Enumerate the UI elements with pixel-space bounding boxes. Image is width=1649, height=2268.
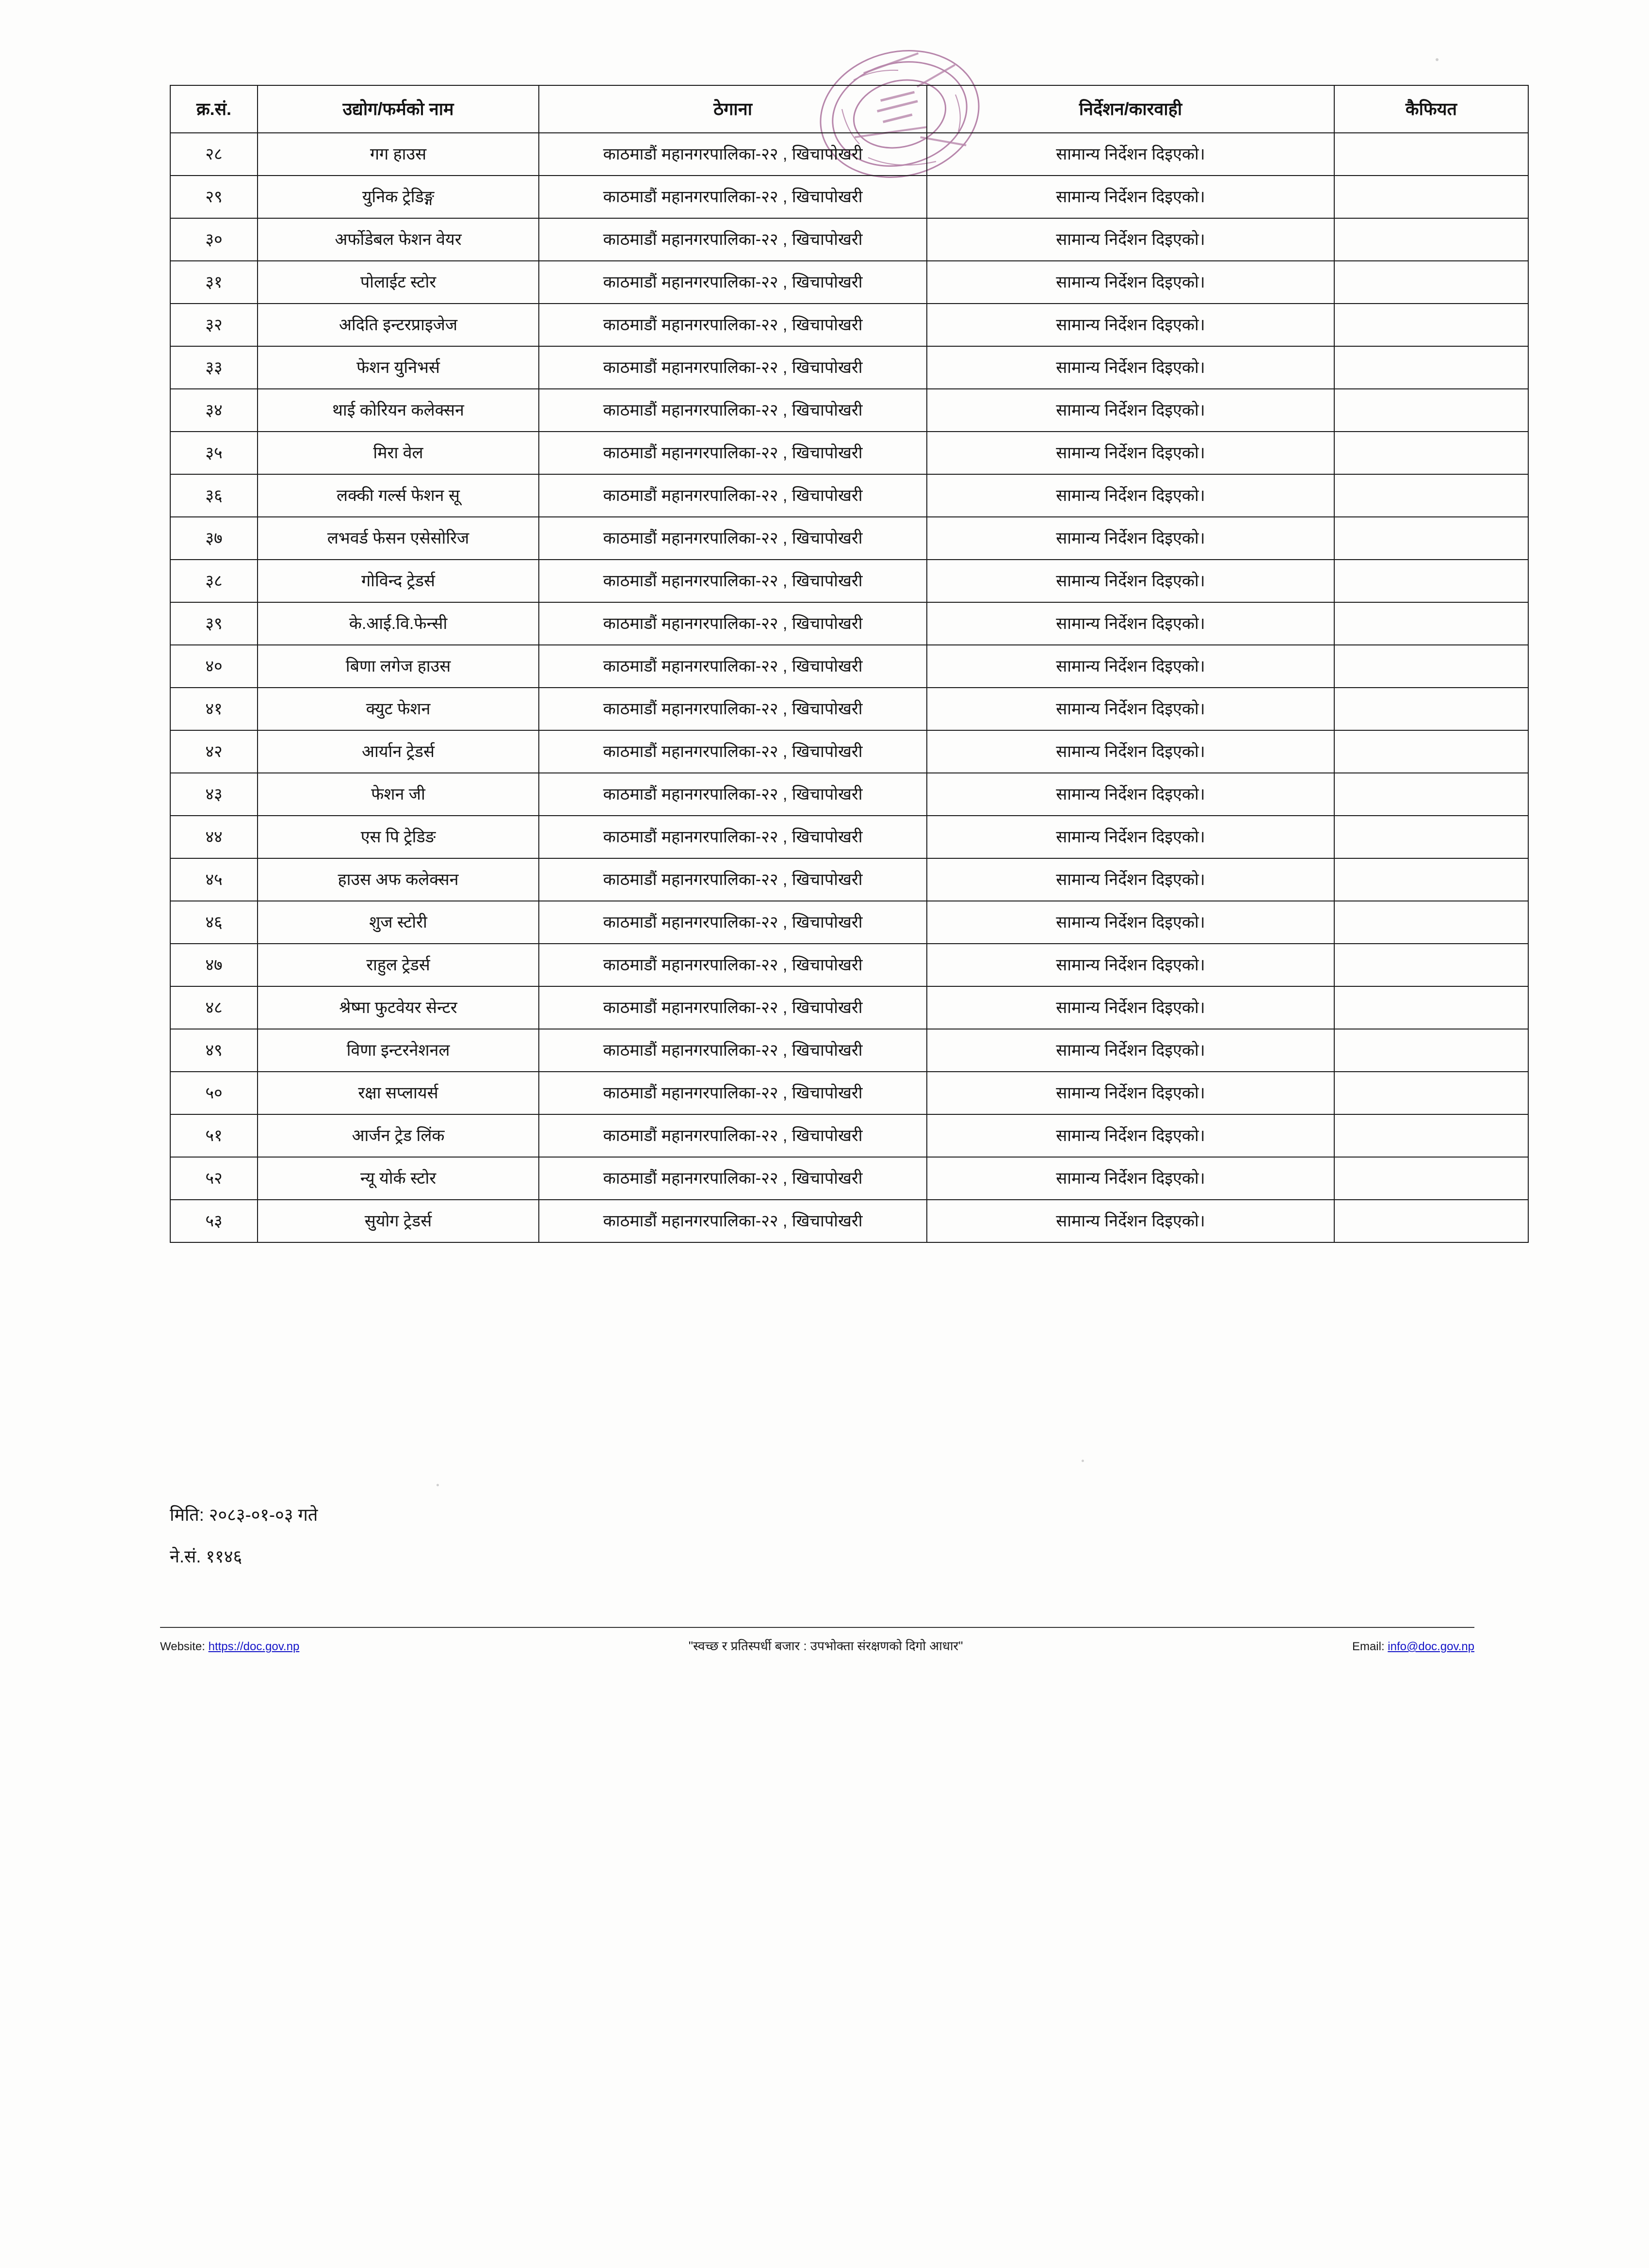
cell-remark <box>1334 1072 1528 1114</box>
cell-remark <box>1334 261 1528 304</box>
cell-serial-number: ३० <box>170 218 258 261</box>
cell-serial-number: ४९ <box>170 1029 258 1072</box>
cell-address: काठमाडौं महानगरपालिका-२२ , खिचापोखरी <box>539 730 927 773</box>
cell-serial-number: २८ <box>170 133 258 176</box>
date-line: मिति: २०८३-०१-०३ गते <box>170 1505 318 1525</box>
website-label: Website: <box>160 1640 205 1653</box>
cell-address: काठमाडौं महानगरपालिका-२२ , खिचापोखरी <box>539 304 927 346</box>
table-row <box>170 730 1528 773</box>
cell-remark <box>1334 688 1528 730</box>
cell-firm-name: थाई कोरियन कलेक्सन <box>258 389 539 432</box>
cell-action: सामान्य निर्देशन दिइएको। <box>927 304 1334 346</box>
table-row <box>170 346 1528 389</box>
cell-firm-name: अदिति इन्टरप्राइजेज <box>258 304 539 346</box>
cell-serial-number: ३१ <box>170 261 258 304</box>
cell-remark <box>1334 1029 1528 1072</box>
cell-remark <box>1334 474 1528 517</box>
table-row <box>170 1029 1528 1072</box>
cell-serial-number: ४४ <box>170 816 258 858</box>
cell-firm-name: फेशन जी <box>258 773 539 816</box>
table-row <box>170 1072 1528 1114</box>
cell-serial-number: ४७ <box>170 944 258 986</box>
cell-firm-name: गोविन्द ट्रेडर्स <box>258 560 539 602</box>
cell-address: काठमाडौं महानगरपालिका-२२ , खिचापोखरी <box>539 645 927 688</box>
cell-remark <box>1334 560 1528 602</box>
cell-firm-name: मिरा वेल <box>258 432 539 474</box>
nepal-sambat-line: ने.सं. ११४६ <box>170 1546 242 1567</box>
cell-action: सामान्य निर्देशन दिइएको। <box>927 602 1334 645</box>
cell-serial-number: ४८ <box>170 986 258 1029</box>
cell-address: काठमाडौं महानगरपालिका-२२ , खिचापोखरी <box>539 816 927 858</box>
cell-serial-number: ५३ <box>170 1200 258 1242</box>
table-row <box>170 1157 1528 1200</box>
table-row <box>170 944 1528 986</box>
cell-remark <box>1334 389 1528 432</box>
cell-serial-number: ३६ <box>170 474 258 517</box>
cell-firm-name: गग हाउस <box>258 133 539 176</box>
table-body <box>170 133 1528 1242</box>
footer-email <box>1352 1640 1474 1654</box>
cell-serial-number: ४१ <box>170 688 258 730</box>
cell-serial-number: ३४ <box>170 389 258 432</box>
cell-remark <box>1334 816 1528 858</box>
document-meta <box>170 1498 318 1582</box>
cell-firm-name: क्युट फेशन <box>258 688 539 730</box>
cell-serial-number: ४२ <box>170 730 258 773</box>
cell-action: सामान्य निर्देशन दिइएको। <box>927 261 1334 304</box>
cell-address: काठमाडौं महानगरपालिका-२२ , खिचापोखरी <box>539 389 927 432</box>
cell-firm-name: अर्फोडेबल फेशन वेयर <box>258 218 539 261</box>
column-header-remark: कैफियत <box>1334 85 1528 133</box>
cell-serial-number: ३८ <box>170 560 258 602</box>
column-header-firm-name: उद्योग/फर्मको नाम <box>258 85 539 133</box>
cell-serial-number: ५२ <box>170 1157 258 1200</box>
cell-address: काठमाडौं महानगरपालिका-२२ , खिचापोखरी <box>539 261 927 304</box>
cell-serial-number: ३७ <box>170 517 258 560</box>
table-row <box>170 773 1528 816</box>
cell-action: सामान्य निर्देशन दिइएको। <box>927 389 1334 432</box>
table-row <box>170 517 1528 560</box>
cell-serial-number: ३३ <box>170 346 258 389</box>
cell-firm-name: के.आई.वि.फेन्सी <box>258 602 539 645</box>
cell-serial-number: ४० <box>170 645 258 688</box>
cell-address: काठमाडौं महानगरपालिका-२२ , खिचापोखरी <box>539 176 927 218</box>
cell-remark <box>1334 1200 1528 1242</box>
table-row <box>170 474 1528 517</box>
cell-remark <box>1334 645 1528 688</box>
cell-remark <box>1334 1114 1528 1157</box>
cell-address: काठमाडौं महानगरपालिका-२२ , खिचापोखरी <box>539 602 927 645</box>
cell-action: सामान्य निर्देशन दिइएको। <box>927 1072 1334 1114</box>
cell-firm-name: रक्षा सप्लायर्स <box>258 1072 539 1114</box>
cell-remark <box>1334 304 1528 346</box>
footer-website <box>160 1640 299 1654</box>
email-label: Email: <box>1352 1640 1385 1653</box>
cell-action: सामान्य निर्देशन दिइएको। <box>927 346 1334 389</box>
cell-remark <box>1334 517 1528 560</box>
cell-serial-number: ५१ <box>170 1114 258 1157</box>
column-header-sn: क्र.सं. <box>170 85 258 133</box>
scan-speck <box>1436 58 1439 61</box>
cell-remark <box>1334 176 1528 218</box>
table-row <box>170 816 1528 858</box>
cell-action: सामान्य निर्देशन दिइएको। <box>927 645 1334 688</box>
footer-slogan: "स्वच्छ र प्रतिस्पर्धी बजार : उपभोक्ता संरक्षणको दिगो आधार" <box>688 1639 963 1653</box>
cell-address: काठमाडौं महानगरपालिका-२२ , खिचापोखरी <box>539 346 927 389</box>
inspection-table-container <box>170 85 1528 1243</box>
table-row <box>170 901 1528 944</box>
cell-address: काठमाडौं महानगरपालिका-२२ , खिचापोखरी <box>539 986 927 1029</box>
cell-firm-name: न्यू योर्क स्टोर <box>258 1157 539 1200</box>
cell-action: सामान्य निर्देशन दिइएको। <box>927 1029 1334 1072</box>
cell-serial-number: ४५ <box>170 858 258 901</box>
cell-firm-name: शुज स्टोरी <box>258 901 539 944</box>
table-row <box>170 133 1528 176</box>
cell-action: सामान्य निर्देशन दिइएको। <box>927 517 1334 560</box>
table-row <box>170 1114 1528 1157</box>
table-row <box>170 1200 1528 1242</box>
cell-action: सामान्य निर्देशन दिइएको। <box>927 986 1334 1029</box>
cell-firm-name: लक्की गर्ल्स फेशन सू <box>258 474 539 517</box>
cell-action: सामान्य निर्देशन दिइएको। <box>927 858 1334 901</box>
cell-firm-name: बिणा लगेज हाउस <box>258 645 539 688</box>
table-row <box>170 389 1528 432</box>
cell-address: काठमाडौं महानगरपालिका-२२ , खिचापोखरी <box>539 560 927 602</box>
cell-action: सामान्य निर्देशन दिइएको। <box>927 773 1334 816</box>
cell-remark <box>1334 773 1528 816</box>
table-row <box>170 986 1528 1029</box>
cell-address: काठमाडौं महानगरपालिका-२२ , खिचापोखरी <box>539 1114 927 1157</box>
cell-action: सामान्य निर्देशन दिइएको। <box>927 730 1334 773</box>
cell-address: काठमाडौं महानगरपालिका-२२ , खिचापोखरी <box>539 901 927 944</box>
cell-remark <box>1334 944 1528 986</box>
table-row <box>170 261 1528 304</box>
cell-action: सामान्य निर्देशन दिइएको। <box>927 1200 1334 1242</box>
table-row <box>170 176 1528 218</box>
cell-action: सामान्य निर्देशन दिइएको। <box>927 218 1334 261</box>
website-link[interactable]: https://doc.gov.np <box>208 1640 300 1653</box>
cell-address: काठमाडौं महानगरपालिका-२२ , खिचापोखरी <box>539 1157 927 1200</box>
cell-action: सामान्य निर्देशन दिइएको। <box>927 901 1334 944</box>
cell-serial-number: ४६ <box>170 901 258 944</box>
cell-address: काठमाडौं महानगरपालिका-२२ , खिचापोखरी <box>539 1029 927 1072</box>
cell-address: काठमाडौं महानगरपालिका-२२ , खिचापोखरी <box>539 944 927 986</box>
cell-remark <box>1334 432 1528 474</box>
table-row <box>170 858 1528 901</box>
cell-action: सामान्य निर्देशन दिइएको। <box>927 432 1334 474</box>
table-row <box>170 602 1528 645</box>
cell-remark <box>1334 602 1528 645</box>
cell-firm-name: आर्जन ट्रेड लिंक <box>258 1114 539 1157</box>
table-row <box>170 645 1528 688</box>
cell-firm-name: सुयोग ट्रेडर्स <box>258 1200 539 1242</box>
table-row <box>170 304 1528 346</box>
page-footer <box>160 1637 1474 1654</box>
cell-action: सामान्य निर्देशन दिइएको। <box>927 560 1334 602</box>
scan-speck <box>1082 1460 1084 1462</box>
cell-remark <box>1334 133 1528 176</box>
table-row <box>170 560 1528 602</box>
cell-address: काठमाडौं महानगरपालिका-२२ , खिचापोखरी <box>539 218 927 261</box>
cell-firm-name: एस पि ट्रेडिङ <box>258 816 539 858</box>
cell-action: सामान्य निर्देशन दिइएको। <box>927 944 1334 986</box>
table-row <box>170 218 1528 261</box>
inspection-table <box>170 85 1529 1243</box>
cell-serial-number: ३९ <box>170 602 258 645</box>
cell-address: काठमाडौं महानगरपालिका-२२ , खिचापोखरी <box>539 858 927 901</box>
cell-address: काठमाडौं महानगरपालिका-२२ , खिचापोखरी <box>539 133 927 176</box>
cell-firm-name: युनिक ट्रेडिङ्ग <box>258 176 539 218</box>
cell-firm-name: आर्यान ट्रेडर्स <box>258 730 539 773</box>
cell-action: सामान्य निर्देशन दिइएको। <box>927 133 1334 176</box>
cell-serial-number: ३२ <box>170 304 258 346</box>
cell-address: काठमाडौं महानगरपालिका-२२ , खिचापोखरी <box>539 773 927 816</box>
cell-address: काठमाडौं महानगरपालिका-२२ , खिचापोखरी <box>539 1072 927 1114</box>
cell-firm-name: श्रेष्मा फुटवेयर सेन्टर <box>258 986 539 1029</box>
cell-address: काठमाडौं महानगरपालिका-२२ , खिचापोखरी <box>539 432 927 474</box>
cell-remark <box>1334 986 1528 1029</box>
column-header-address: ठेगाना <box>539 85 927 133</box>
cell-action: सामान्य निर्देशन दिइएको। <box>927 474 1334 517</box>
table-header-row <box>170 85 1528 133</box>
cell-firm-name: फेशन युनिभर्स <box>258 346 539 389</box>
cell-remark <box>1334 901 1528 944</box>
cell-action: सामान्य निर्देशन दिइएको। <box>927 1114 1334 1157</box>
cell-action: सामान्य निर्देशन दिइएको। <box>927 816 1334 858</box>
cell-firm-name: लभवर्ड फेसन एसेसोरिज <box>258 517 539 560</box>
cell-remark <box>1334 346 1528 389</box>
column-header-action: निर्देशन/कारवाही <box>927 85 1334 133</box>
cell-address: काठमाडौं महानगरपालिका-२२ , खिचापोखरी <box>539 1200 927 1242</box>
cell-action: सामान्य निर्देशन दिइएको। <box>927 1157 1334 1200</box>
cell-serial-number: ४३ <box>170 773 258 816</box>
scan-speck <box>436 1484 439 1486</box>
cell-firm-name: राहुल ट्रेडर्स <box>258 944 539 986</box>
cell-remark <box>1334 1157 1528 1200</box>
cell-address: काठमाडौं महानगरपालिका-२२ , खिचापोखरी <box>539 688 927 730</box>
cell-action: सामान्य निर्देशन दिइएको। <box>927 688 1334 730</box>
footer-divider <box>160 1627 1474 1628</box>
cell-remark <box>1334 218 1528 261</box>
cell-firm-name: विणा इन्टरनेशनल <box>258 1029 539 1072</box>
cell-remark <box>1334 730 1528 773</box>
cell-address: काठमाडौं महानगरपालिका-२२ , खिचापोखरी <box>539 474 927 517</box>
cell-action: सामान्य निर्देशन दिइएको। <box>927 176 1334 218</box>
cell-firm-name: पोलाईट स्टोर <box>258 261 539 304</box>
cell-serial-number: २९ <box>170 176 258 218</box>
email-link[interactable]: info@doc.gov.np <box>1388 1640 1474 1653</box>
table-row <box>170 688 1528 730</box>
cell-serial-number: ५० <box>170 1072 258 1114</box>
cell-remark <box>1334 858 1528 901</box>
cell-address: काठमाडौं महानगरपालिका-२२ , खिचापोखरी <box>539 517 927 560</box>
cell-serial-number: ३५ <box>170 432 258 474</box>
cell-firm-name: हाउस अफ कलेक्सन <box>258 858 539 901</box>
table-row <box>170 432 1528 474</box>
